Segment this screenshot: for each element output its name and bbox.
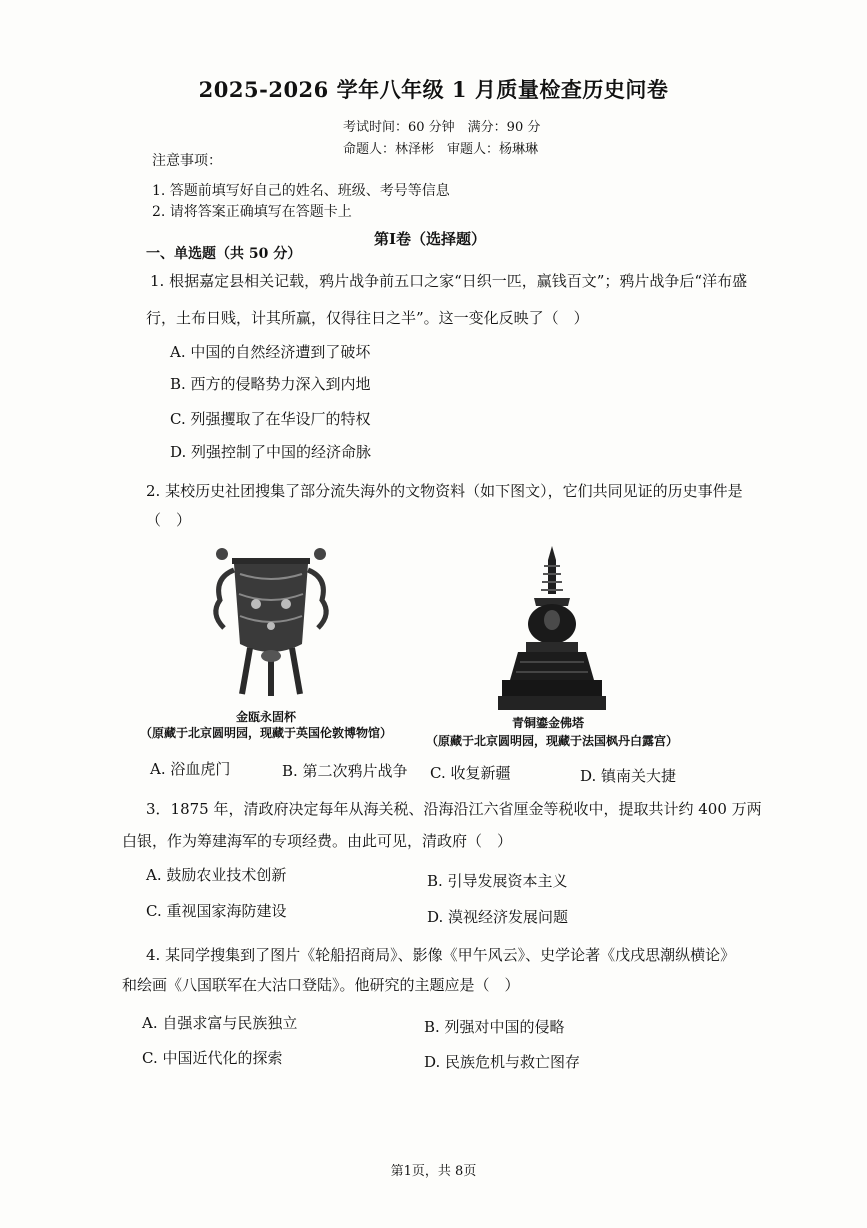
option-b: B. 第二次鸦片战争: [282, 762, 408, 780]
option-a: A. 浴血虎门: [150, 760, 231, 778]
question-stem: 1. 根据嘉定县相关记载，鸦片战争前五口之家“日织一匹，赢钱百文”；鸦片战争后“洋布盛: [150, 272, 748, 290]
question-stem: 2. 某校历史社团搜集了部分流失海外的文物资料（如下图文），它们共同见证的历史事件是: [146, 482, 743, 500]
notice-item: 2. 请将答案正确填写在答题卡上: [152, 204, 352, 220]
question-stem: 白银，作为筹建海军的专项经费。由此可见，清政府（ ）: [122, 832, 513, 850]
question-stem: 4. 某同学搜集到了图片《轮船招商局》、影像《甲午风云》、史学论著《戊戌思潮纵横论》: [146, 946, 736, 964]
golden-cup-image: [206, 544, 336, 706]
option-a: A. 鼓励农业技术创新: [146, 866, 287, 884]
question-stem: 行，土布日贱，计其所赢，仅得往日之半”。这一变化反映了（ ）: [146, 309, 589, 327]
option-a: A. 自强求富与民族独立: [142, 1014, 298, 1032]
exam-info: 考试时间：60 分钟 满分：90 分: [343, 120, 541, 135]
exam-authors: 命题人：林泽彬 审题人：杨琳琳: [343, 142, 539, 157]
page-number: 第1页，共 8页: [390, 1164, 477, 1179]
option-b: B. 列强对中国的侵略: [424, 1018, 565, 1036]
option-c: C. 收复新疆: [430, 764, 511, 782]
option-d: D. 漠视经济发展问题: [427, 908, 569, 926]
section-heading: 一、单选题（共 50 分）: [146, 246, 302, 262]
question-stem: 3．1875 年，清政府决定每年从海关税、沿海沿江六省厘金等税收中，提取共计约 400 万两: [146, 800, 762, 818]
figure-caption-name: 青铜鎏金佛塔: [512, 716, 585, 730]
option-c: C. 中国近代化的探索: [142, 1049, 283, 1067]
notice-item: 1. 答题前填写好自己的姓名、班级、考号等信息: [152, 183, 450, 199]
option-c: C. 列强攫取了在华设厂的特权: [170, 410, 371, 428]
option-a: A. 中国的自然经济遭到了破坏: [170, 343, 371, 361]
option-c: C. 重视国家海防建设: [146, 902, 287, 920]
option-b: B. 引导发展资本主义: [427, 872, 568, 890]
option-b: B. 西方的侵略势力深入到内地: [170, 375, 371, 393]
part-title: 第Ⅰ卷（选择题）: [374, 230, 487, 248]
option-d: D. 列强控制了中国的经济命脉: [170, 443, 372, 461]
notice-heading: 注意事项：: [152, 153, 222, 169]
figure-caption-name: 金瓯永固杯: [236, 710, 297, 724]
figure-caption-note: （原藏于北京圆明园，现藏于英国伦敦博物馆）: [140, 726, 393, 740]
figure-caption-note: （原藏于北京圆明园，现藏于法国枫丹白露宫）: [426, 734, 679, 748]
question-stem: （ ）: [146, 511, 192, 529]
option-d: D. 民族危机与救亡图存: [424, 1053, 581, 1071]
bronze-pagoda-image: [498, 546, 606, 714]
exam-title: 2025-2026 学年八年级 1 月质量检查历史问卷: [198, 77, 669, 102]
option-d: D. 镇南关大捷: [580, 767, 677, 785]
question-stem: 和绘画《八国联军在大沽口登陆》。他研究的主题应是（ ）: [122, 976, 520, 994]
